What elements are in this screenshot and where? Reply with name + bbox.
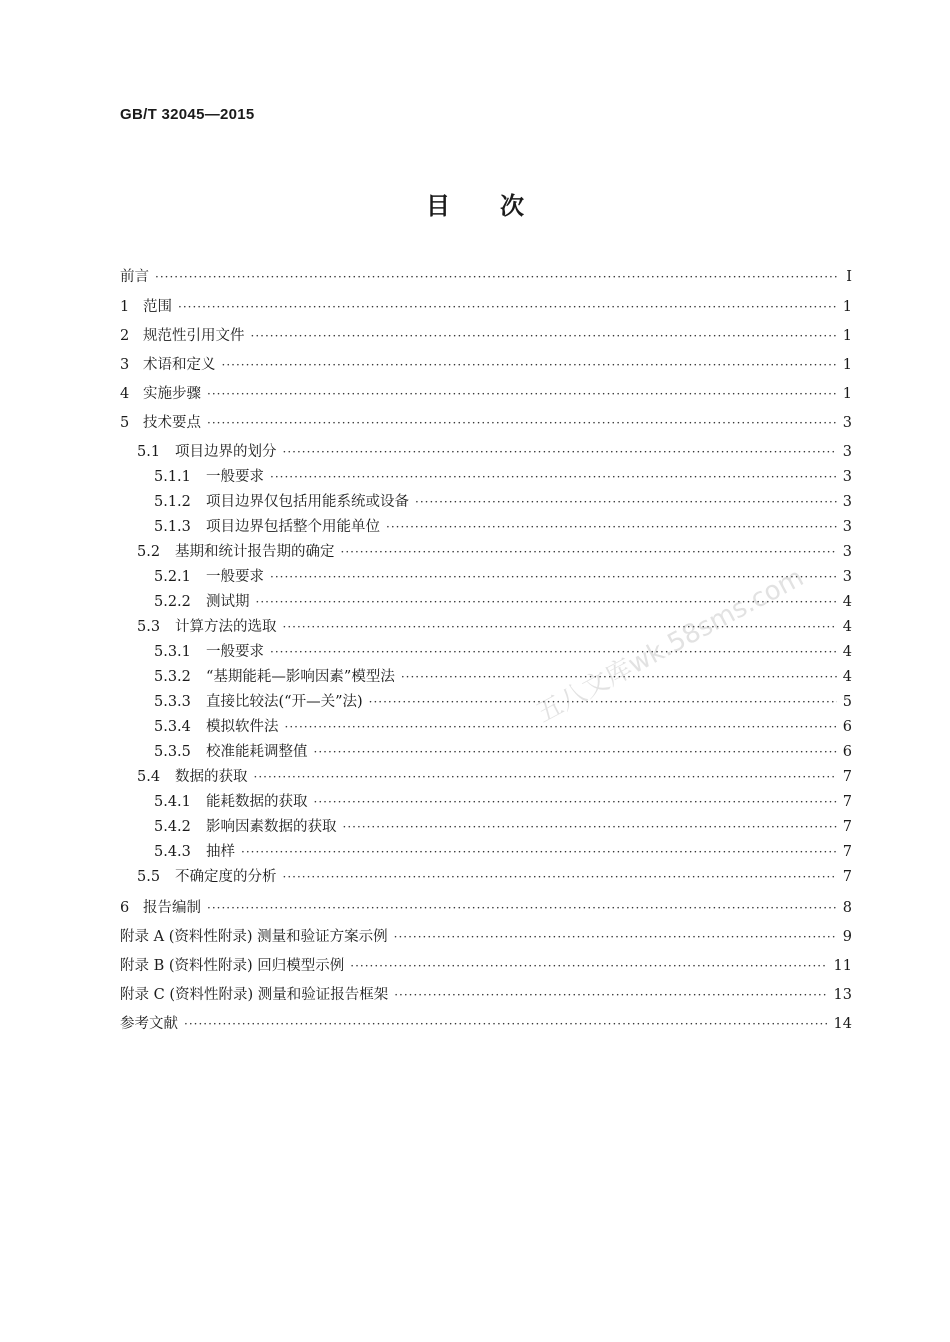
toc-entry-label (120, 382, 201, 403)
toc-entry-label (137, 540, 335, 561)
toc-entry[interactable] (120, 765, 852, 786)
toc-entry-title: 技术要点 (143, 415, 201, 431)
toc-entry[interactable] (120, 565, 852, 586)
watermark: 五八文库wk.58sms.com (531, 562, 809, 729)
toc-entry[interactable] (120, 515, 852, 536)
toc-entry-number: 5.3.1 (154, 644, 191, 660)
toc-entry-page: 13 (833, 987, 852, 1003)
toc-leader-dots (285, 720, 837, 734)
toc-entry[interactable] (120, 690, 852, 711)
toc-entry-label (137, 765, 248, 786)
toc-entry-page: 4 (842, 669, 852, 685)
toc-entry-title: 基期和统计报告期的确定 (175, 544, 335, 560)
toc-entry-title: 抽样 (206, 844, 235, 860)
toc-entry-label (154, 565, 264, 586)
toc-entry-title: 附录 B (资料性附录) 回归模型示例 (120, 958, 345, 974)
toc-entry-page: 7 (842, 769, 852, 785)
toc-leader-dots (283, 620, 837, 634)
toc-entry-label (120, 896, 201, 917)
toc-entry-page: 8 (842, 900, 852, 916)
toc-entry-page: Ⅰ (846, 269, 852, 285)
toc-entry-title: 项目边界仅包括用能系统或设备 (206, 494, 409, 510)
toc-entry-label (154, 515, 380, 536)
toc-entry-title: 项目边界包括整个用能单位 (206, 519, 380, 535)
toc-entry-page: 3 (842, 469, 852, 485)
toc-entry-title: 范围 (143, 299, 172, 315)
toc-entry-title: 计算方法的选取 (175, 619, 277, 635)
toc-entry-number: 2 (120, 328, 130, 344)
toc-entry-number: 5.2.2 (154, 594, 191, 610)
toc-entry-page: 11 (833, 958, 852, 974)
toc-entry-label (154, 740, 308, 761)
toc-entry-number: 5.4 (137, 769, 161, 785)
toc-entry[interactable] (120, 896, 852, 917)
toc-entry-title: 报告编制 (143, 900, 201, 916)
toc-entry-number: 5.3.5 (154, 744, 191, 760)
toc-leader-dots (341, 545, 837, 559)
toc-entry-label (154, 690, 363, 711)
toc-entry-page: 4 (842, 644, 852, 660)
toc-entry-title: “基期能耗—影响因素”模型法 (206, 669, 395, 685)
toc-entry-page: 6 (842, 719, 852, 735)
toc-entry-title: 一般要求 (206, 644, 264, 660)
toc-entry-label (154, 465, 264, 486)
toc-leader-dots (207, 901, 837, 915)
toc-entry[interactable] (120, 411, 852, 432)
toc-entry[interactable] (120, 640, 852, 661)
toc-leader-dots (184, 1017, 828, 1031)
toc-entry-page: 7 (842, 844, 852, 860)
toc-entry-page: 1 (842, 299, 852, 315)
toc-entry-number: 5.3.2 (154, 669, 191, 685)
toc-entry-page: 7 (842, 819, 852, 835)
toc-entry-page: 1 (842, 328, 852, 344)
toc-entry[interactable] (120, 615, 852, 636)
toc-leader-dots (401, 670, 837, 684)
toc-title (0, 186, 950, 221)
toc-entry[interactable] (120, 925, 852, 946)
toc-entry-number: 5 (120, 415, 130, 431)
toc-leader-dots (222, 358, 837, 372)
toc-leader-dots (270, 470, 837, 484)
toc-entry-title: 附录 C (资料性附录) 测量和验证报告框架 (120, 987, 389, 1003)
toc-entry-number: 5.1.1 (154, 469, 191, 485)
toc-entry[interactable] (120, 840, 852, 861)
toc-leader-dots (314, 795, 837, 809)
toc-entry-page: 3 (842, 494, 852, 510)
toc-entry[interactable] (120, 815, 852, 836)
toc-entry-label (154, 640, 264, 661)
toc-entry[interactable] (120, 440, 852, 461)
toc-entry-number: 5.3.3 (154, 694, 191, 710)
toc-entry-number: 1 (120, 299, 130, 315)
toc-entry-label (154, 815, 337, 836)
toc-entry-page: 3 (842, 569, 852, 585)
toc-entry-number: 5.4.3 (154, 844, 191, 860)
toc-entry-label (120, 925, 388, 946)
toc-entry-title: 校准能耗调整值 (206, 744, 308, 760)
toc-entry[interactable] (120, 590, 852, 611)
toc-title-part-2: 次 (500, 191, 524, 220)
toc-entry[interactable] (120, 790, 852, 811)
toc-entry[interactable] (120, 295, 852, 316)
toc-leader-dots (343, 820, 837, 834)
toc-entry-label (154, 840, 235, 861)
toc-entry-number: 4 (120, 386, 130, 402)
toc-entry[interactable] (120, 954, 852, 975)
toc-entry-label (120, 954, 344, 975)
toc-entry-number: 5.1.2 (154, 494, 191, 510)
toc-entry-number: 3 (120, 357, 130, 373)
toc-leader-dots (314, 745, 837, 759)
toc-entry-page: 6 (842, 744, 852, 760)
toc-entry-page: 4 (842, 619, 852, 635)
toc-entry-number: 5.3.4 (154, 719, 191, 735)
toc-leader-dots (207, 387, 837, 401)
toc-entry[interactable] (120, 715, 852, 736)
toc-entry-number: 5.1 (137, 444, 161, 460)
toc-entry-title: 模拟软件法 (206, 719, 279, 735)
toc-entry[interactable] (120, 983, 852, 1004)
toc-entry-label (154, 590, 250, 611)
toc-entry-page: 7 (842, 794, 852, 810)
toc-title-part-1: 目 (426, 191, 450, 220)
toc-leader-dots (350, 959, 827, 973)
toc-leader-dots (241, 845, 837, 859)
toc-entry[interactable] (120, 740, 852, 761)
toc-entry-title: 能耗数据的获取 (206, 794, 308, 810)
toc-entry[interactable] (120, 324, 852, 345)
toc-entry-title: 数据的获取 (175, 769, 248, 785)
toc-entry-label (120, 411, 201, 432)
toc-entry-label (120, 295, 172, 316)
standard-code: GB/T 32045—2015 (120, 106, 255, 123)
toc-entry-number: 5.4.1 (154, 794, 191, 810)
toc-entry-label (154, 490, 409, 511)
toc-entry-page: 3 (842, 544, 852, 560)
toc-entry-title: 规范性引用文件 (143, 328, 245, 344)
toc-entry-label (120, 1012, 178, 1033)
toc-entry-title: 术语和定义 (143, 357, 216, 373)
toc-entry-page: 3 (842, 444, 852, 460)
toc-entry-label (154, 715, 279, 736)
toc-leader-dots (270, 645, 837, 659)
toc-entry[interactable] (120, 665, 852, 686)
toc-leader-dots (415, 495, 837, 509)
toc-entry-label (137, 865, 277, 886)
toc-entry-number: 5.5 (137, 869, 161, 885)
toc-entry-number: 5.2.1 (154, 569, 191, 585)
toc-entry-page: 14 (833, 1016, 852, 1032)
toc-entry[interactable] (120, 540, 852, 561)
toc-entry-page: 4 (842, 594, 852, 610)
toc-entry-label (120, 265, 149, 286)
toc-entry-title: 参考文献 (120, 1016, 178, 1032)
toc-leader-dots (283, 445, 837, 459)
toc-leader-dots (155, 270, 838, 284)
toc-entry-title: 一般要求 (206, 569, 264, 585)
toc-leader-dots (386, 520, 837, 534)
toc-entry-label (154, 790, 308, 811)
toc-entry-page: 3 (842, 519, 852, 535)
toc-entry-label (120, 324, 245, 345)
toc-entry-title: 前言 (120, 269, 149, 285)
toc-leader-dots (207, 416, 837, 430)
toc-entry-title: 测试期 (206, 594, 250, 610)
toc-entry[interactable] (120, 353, 852, 374)
toc-entry-page: 5 (842, 694, 852, 710)
toc-leader-dots (256, 595, 837, 609)
toc-leader-dots (178, 300, 837, 314)
toc-leader-dots (251, 329, 837, 343)
toc-entry-label (137, 440, 277, 461)
toc-leader-dots (369, 695, 837, 709)
toc-leader-dots (394, 988, 827, 1002)
toc-entry-title: 不确定度的分析 (175, 869, 277, 885)
toc-leader-dots (254, 770, 837, 784)
toc-leader-dots (283, 870, 837, 884)
toc-leader-dots (270, 570, 837, 584)
toc-entry-title: 项目边界的划分 (175, 444, 277, 460)
toc-entry[interactable] (120, 265, 852, 286)
toc-entry-label (120, 983, 388, 1004)
toc-entry-page: 1 (842, 386, 852, 402)
toc-entry[interactable] (120, 865, 852, 886)
toc-entry[interactable] (120, 382, 852, 403)
toc-entry-title: 影响因素数据的获取 (206, 819, 337, 835)
toc-entry-number: 5.2 (137, 544, 161, 560)
toc-entry-page: 3 (842, 415, 852, 431)
toc-entry-number: 6 (120, 900, 130, 916)
toc-entry-page: 1 (842, 357, 852, 373)
toc-entry-number: 5.3 (137, 619, 161, 635)
toc-entry-title: 一般要求 (206, 469, 264, 485)
toc-entry-title: 直接比较法(“开—关”法) (206, 694, 363, 710)
toc-entry-number: 5.4.2 (154, 819, 191, 835)
toc-entry-label (154, 665, 395, 686)
toc-entry-page: 7 (842, 869, 852, 885)
toc-entry[interactable] (120, 490, 852, 511)
toc-leader-dots (394, 930, 837, 944)
toc-entry-page: 9 (842, 929, 852, 945)
toc-entry[interactable] (120, 465, 852, 486)
toc-entry-label (120, 353, 216, 374)
toc-entry-title: 实施步骤 (143, 386, 201, 402)
toc-entry-title: 附录 A (资料性附录) 测量和验证方案示例 (120, 929, 388, 945)
toc-entry-number: 5.1.3 (154, 519, 191, 535)
toc-entry[interactable] (120, 1012, 852, 1033)
toc-entry-label (137, 615, 277, 636)
